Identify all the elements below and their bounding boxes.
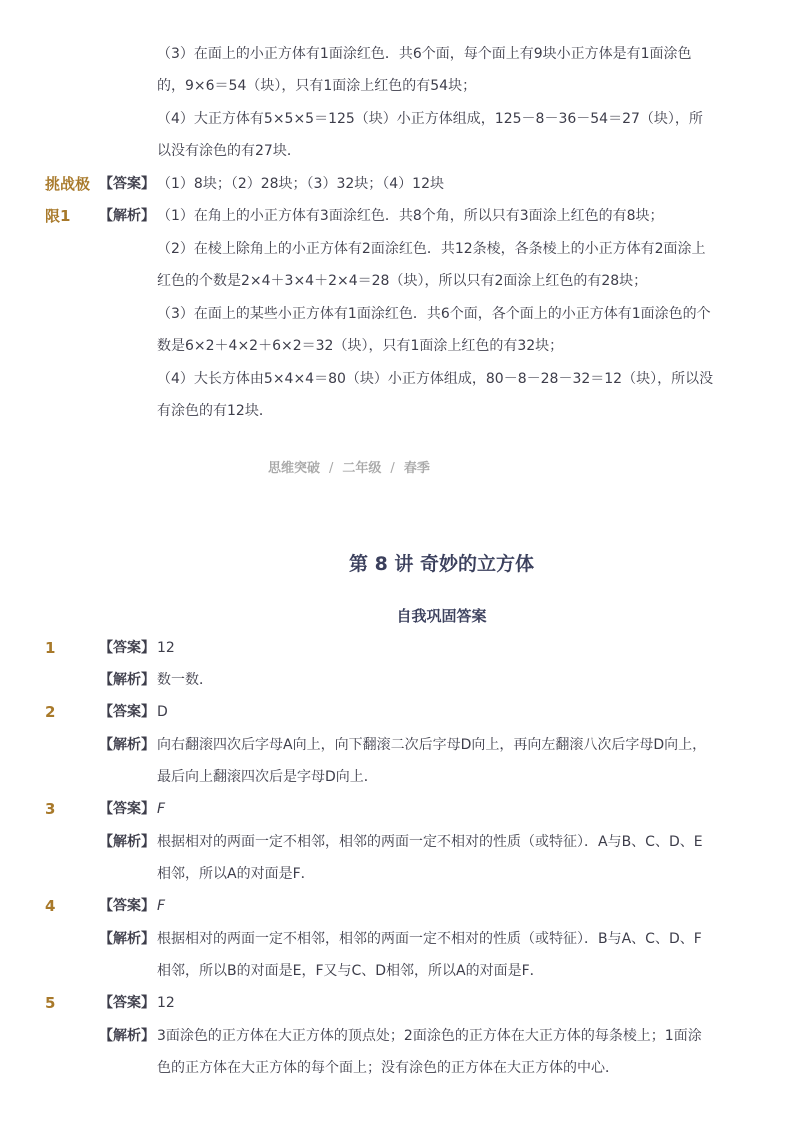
answer-text: F [157, 898, 166, 914]
answer-tag: 【答案】 [99, 176, 155, 192]
text-line: （4）大正方体有5×5×5＝125（块）小正方体组成，125－8－36－54＝27（块），所 [157, 111, 703, 127]
answer-text: 12 [157, 640, 175, 656]
question-number: 1 [45, 639, 56, 657]
analysis-line: 数是6×2＋4×2＋6×2＝32（块），只有1面涂上红色的有32块； [157, 338, 564, 354]
page-footer [268, 460, 430, 478]
analysis-line: 根据相对的两面一定不相邻，相邻的两面一定不相对的性质（或特征）．B与A、C、D、F [157, 931, 702, 947]
analysis-line: （3）在面上的某些小正方体有1面涂红色．共6个面，各个面上的小正方体有1面涂色的个 [157, 306, 711, 322]
footer-course: 思维突破 [268, 461, 321, 476]
answer-text: D [157, 704, 168, 720]
analysis-line: 红色的个数是2×4＋3×4＋2×4＝28（块），所以只有2面涂上红色的有28块； [157, 273, 648, 289]
text-line: 以没有涂色的有27块． [157, 143, 301, 159]
analysis-tag: 【解析】 [99, 672, 155, 688]
section-title: 自我巩固答案 [396, 607, 487, 625]
level-label: 限1 [45, 207, 71, 225]
analysis-line: 3面涂色的正方体在大正方体的顶点处；2面涂色的正方体在大正方体的每条棱上；1面涂 [157, 1028, 702, 1044]
text-line: （3）在面上的小正方体有1面涂红色．共6个面，每个面上有9块小正方体是有1面涂色 [157, 46, 692, 62]
answer-tag: 【答案】 [99, 898, 155, 914]
answer-text: F [157, 801, 166, 817]
analysis-line: 相邻，所以A的对面是F． [157, 866, 315, 882]
analysis-line: 向右翻滚四次后字母A向上，向下翻滚二次后字母D向上，再向左翻滚八次后字母D向上， [157, 737, 707, 753]
analysis-tag: 【解析】 [99, 737, 155, 753]
question-number: 3 [45, 800, 56, 818]
chapter-title: 第 8 讲 奇妙的立方体 [348, 553, 535, 575]
level-label: 挑战极 [45, 175, 91, 193]
footer-separator: / [390, 461, 395, 476]
text-line: 的，9×6＝54（块），只有1面涂上红色的有54块； [157, 78, 477, 94]
analysis-line: 数一数． [157, 672, 213, 688]
answer-text: （1）8块；（2）28块；（3）32块；（4）12块 [157, 176, 444, 192]
analysis-tag: 【解析】 [99, 1028, 155, 1044]
answer-tag: 【答案】 [99, 995, 155, 1011]
analysis-tag: 【解析】 [99, 834, 155, 850]
analysis-line: 相邻，所以B的对面是E，F又与C、D相邻，所以A的对面是F． [157, 963, 544, 979]
answer-tag: 【答案】 [99, 640, 155, 656]
question-number: 4 [45, 897, 56, 915]
answer-tag: 【答案】 [99, 704, 155, 720]
analysis-line: 根据相对的两面一定不相邻，相邻的两面一定不相对的性质（或特征）．A与B、C、D、E [157, 834, 703, 850]
answer-text: 12 [157, 995, 175, 1011]
analysis-line: （1）在角上的小正方体有3面涂红色．共8个角，所以只有3面涂上红色的有8块； [157, 208, 664, 224]
analysis-line: 色的正方体在大正方体的每个面上；没有涂色的正方体在大正方体的中心． [157, 1060, 619, 1076]
question-number: 5 [45, 994, 56, 1012]
analysis-line: （4）大长方体由5×4×4＝80（块）小正方体组成，80－8－28－32＝12（块），所以没 [157, 371, 714, 387]
analysis-line: 有涂色的有12块． [157, 403, 273, 419]
answer-tag: 【答案】 [99, 801, 155, 817]
footer-season: 春季 [403, 461, 430, 476]
analysis-tag: 【解析】 [99, 931, 155, 947]
footer-separator: / [329, 461, 334, 476]
analysis-line: 最后向上翻滚四次后是字母D向上． [157, 769, 378, 785]
footer-grade: 二年级 [342, 461, 382, 476]
analysis-line: （2）在棱上除角上的小正方体有2面涂红色．共12条棱，各条棱上的小正方体有2面涂上 [157, 241, 706, 257]
analysis-tag: 【解析】 [99, 208, 155, 224]
question-number: 2 [45, 703, 56, 721]
